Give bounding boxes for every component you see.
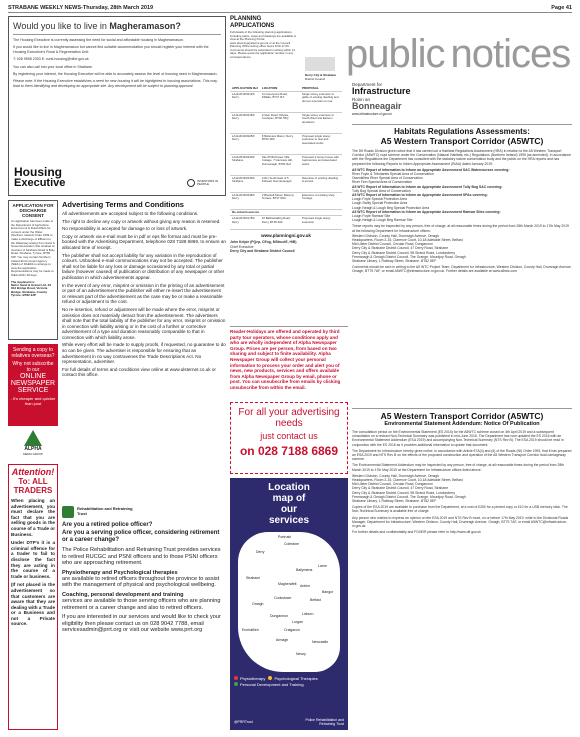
col-app-ref: APPLICATION Ref — [232, 86, 258, 90]
training-legend-icon — [234, 682, 238, 686]
housing-p1: The Housing Executive is currently assessing the need for social and affordable housing in Magheramason. — [13, 38, 184, 42]
page-number: Page 41 — [551, 5, 572, 11]
ni-map — [238, 532, 340, 672]
map-town: Antrim — [300, 584, 311, 588]
map-legend: Physiotherapy Psychological Therapies Personal Development and Training — [234, 676, 344, 688]
advertising-phone[interactable]: on 028 7188 6869 — [239, 444, 339, 458]
col-location: LOCATION — [261, 86, 278, 90]
readv-label-row: Re-Advertisements — [230, 210, 342, 216]
table-row: LA11/2019/0178/F Derry 22 Ballnashallog Road, Derry, BT48 4HF Proposed single storey extension — [230, 216, 342, 230]
table-row: LA11/2019/0218/F Derry 9 Glen Road, Killylea, Coshquin, BT48 7RQ Single storey extension to South-West and Eastern elevations — [230, 113, 342, 134]
map-town: Dungannon — [270, 614, 289, 618]
physio-legend-icon — [234, 676, 238, 680]
map-footer: @PRRTrust Police Rehabilitation and Retraining Trust — [234, 718, 344, 726]
map-town: Portrush — [278, 535, 292, 539]
habitats-offices: Western Division, County Hall, Drumragh Avenue, Omagh Headquarters, Room 2-15, Clarence Court, 10-18 Adelaide Street, Belfast Mid Ulster District Council, Circular Road, Dungannon Derry City & Strabane District Council, 47 Derry Road, Strabane Derry City & Strabane District Council, 98 Strand Road, Londonderry Fermanagh & Omagh District Council, The Grange, Mountjoy Road, Omagh Strabane Library, 1 Railway Street, Strabane, BT82 8EF — [352, 233, 466, 264]
map-town: Derry — [256, 550, 265, 554]
map-town: Craigavon — [284, 628, 300, 632]
eia-title: A5 Western Transport Corridor (A5WTC) Environmental Statement Addendum: Notice Of Publication — [380, 411, 544, 427]
housing-p4: By registering your interest, the Housing Executive will be able to accurately assess the level of housing need in Magheramason. — [13, 72, 218, 77]
council-crest-icon — [305, 57, 335, 71]
habitats-items: A5 WTC Report of Information to Inform an Appropriate Assessment SAC Watercourses covering: River Foyle & Tributaries Special Area of Conservation Owenkillew River Special Area of Conservation River Finn Special Area of Conservation A5 WTC Report of Information to Inform an Appropriate Assessment Tully Bog SAC covering: Tully Bog Special Area of Conservation A5 WTC Report of Information to Inform an Appropriate Assessment SPAs covering: Lough Foyle Special Protection Area Lough Swilly Special Protection Area Lough Neagh & Lough Beg Special Protection Area A5 WTC Report of Information to Inform an Appropriate Assessment Ramsar Sites covering: Lough Foyle Ramsar Site Lough Neagh & Lough Beg Ramsar Site — [352, 167, 510, 223]
online-newspaper-ad[interactable]: Sending a copy to relatives overseas? Why not subscribe to our ONLINE NEWSPAPER SERVICE - It's cheaper and quicker than post — [8, 344, 58, 426]
map-town: Strabane — [246, 576, 261, 580]
alpha-emblem-icon — [24, 430, 42, 446]
housing-p2: If you would like to live in Magheramason but cannot find suitable accommodation you should register your interest with the Housing Executive's Rural & Regeneration Unit. — [13, 45, 209, 54]
advertising-terms: Advertising Terms and Conditions All advertisements are accepted subject to the following conditions. The right to decline any copy or artwork without giving any reason is reserved. No responsibility is accepted for damage to or loss of artwork. Copy or artwork via e-mail must be in pdf or eps file format and must be pre-booked with the Advertising Department, telephone 028 7188 6869, to ensure an allocated time of receipt. The publisher shall not accept liability for any variation in the reproduction of colours. Unbooked e-mail communications may not be accepted. The publisher shall not be liable for any loss or damage occasioned by any total or partial failure (however caused) of publication or distribution of any newspaper or other publication in which advertisements appear. In the event of any error, misprint or omission in the printing of an advertisement or part of an advertisement the publisher will either re-insert the advertisement or relevant part of the advertisement as the case may be or make a reasonable refund or adjustment to the cost. No re-insertion, refund or adjustment will be made where the error, misprint or omission does not materially detract from the advertisement. The advertisers shall note that the total liability of the publisher for any error, misprint or omission in connection with liability arising or in the cost of a further or corrective advertisement of a type and duration reasonably comparable to that in connection with which liability arose. While every effort will be made to supply proofs, if requested, no guarantee to do so can be given. The advertiser is responsible for ensuring that an advertisement in no way contravenes the Trade Descriptions Act. No representation, advertiser. For full details of terms and conditions view online at www.ulsternet.co.uk or contact this office. — [62, 200, 226, 378]
planning-title: PLANNING APPLICATIONS — [230, 16, 275, 29]
dfi-web-link[interactable]: www.infrastructure-ni.gov.uk — [352, 112, 392, 116]
dfi-logo: Department for Infrastructure Roinn an Bonneagair www.infrastructure-ni.gov.uk — [352, 82, 552, 120]
table-row: LA11/2019/0213/F Derry 11 Greenpoint Road, Kilfalke, BT47 3LT Single storey extension to gable of existing dwelling and dormer extension to rear — [230, 92, 342, 113]
eia-notice: A5 Western Transport Corridor (A5WTC) Environmental Statement Addendum: Notice Of Publication The consultation period on the Environmental Statement (ES 2016) for the A5WTC scheme closed on 4th April 2019 and a subsequent consultation on a revised Non-Technical Summary was published in mid-June 2016. The Department has now updated the ES 2016 with an Environmental Statement Addendum (ESA 2019) and accompanying Non-Technical Summary (NTS Rev B). The ESA 2019 should be read in conjunction with the ES 2016 as it provides additional information to update that document. The Department for Infrastructure hereby gives notice, in accordance with Article 67A(4) and (6) of the Roads (NI) Order 1993, that it has prepared an ESA 2019 and NTS Rev B on the effects of the proposed construction and operation of the A5 Western Transport Corridor dual carriageway scheme. The Environmental Statement Addendum may be inspected by any person, free of charge, at all reasonable times during the period from 28th March 2019 to 17th May 2019 at the Department for Infrastructure offices listed above. Western Division, County Hall, Drumragh Avenue, Omagh Headquarters, Room 2-15, Clarence Court, 10-18 Adelaide Street, Belfast Mid Ulster District Council, Circular Road, Dungannon Derry City & Strabane District Council, 47 Derry Road, Strabane Derry City & Strabane District Council, 98 Strand Road, Londonderry Fermanagh & Omagh District Council, The Grange, Mountjoy Road, Omagh Strabane Library, 1 Railway Street, Strabane, BT82 8EF Copies of the ESA 2019 are available to purchase from the Department, at a cost of £250 for a printed copy or £10 for a USB memory stick. The Non-Technical Summary is available free of charge. Any person who wishes to express an opinion on the ESA 2019 and NTS Rev B must, on or before 17th May 2019, write to the Divisional Roads Manager, Department for Infrastructure, Western Division, County Hall, Drumragh Avenue, Omagh, BT79 7AF, or email A5WTC@infrastructure-ni.gov.uk. For further details and confidentiality and FOI/EIR please refer to http://www.dfi.gov.uk — [352, 408, 572, 730]
planning-applications — [230, 16, 342, 324]
investors-in-people-logo: INVESTORS IN PEOPLE — [187, 179, 219, 187]
psych-legend-icon — [268, 676, 272, 680]
prrt-logo: Rehabilitation and Retraining Trust — [62, 506, 226, 518]
public-notices-title: public notices — [346, 32, 571, 76]
council-logo: Derry City & Strabane District Council — [305, 31, 341, 81]
housing-ad — [8, 16, 226, 196]
habitats-notice: Habitats Regulations Assessments: A5 Western Transport Corridor (A5WTC) The DfI Roads Division gives notice that it has carried out a Habitats Regulations Assessment (HRA) in relation to the A5 Western Transport Corridor (A5WTC) road scheme under the Conservation (Natural Habitats, etc.) Regulations (Northern Ireland) 1995 (as amended). In accordance with the Regulations the Department has consulted with the statutory nature conservation body and the public on the HRA reports and has prepared the following Reports to Inform Appropriate Assessment (RIAA) dated January 2019: A5 WTC Report of Information to Inform an Appropriate Assessment SAC Watercourses covering: River Foyle & Tributaries Special Area of Conservation Owenkillew River Special Area of Conservation River Finn Special Area of Conservation A5 WTC Report of Information to Inform an Appropriate Assessment Tully Bog SAC covering: Tully Bog Special Area of Conservation A5 WTC Report of Information to Inform an Appropriate Assessment SPAs covering: Lough Foyle Special Protection Area Lough Swilly Special Protection Area Lough Neagh & Lough Beg Special Protection Area A5 WTC Report of Information to Inform an Appropriate Assessment Ramsar Sites covering: Lough Foyle Ramsar Site Lough Neagh & Lough Beg Ramsar Site These reports may be inspected by any person, free of charge, at all reasonable times during the period from 28th March 2019 to 17th May 2019 at the following Department for Infrastructure offices: Western Division, County Hall, Drumragh Avenue, Omagh Headquarters, Room 2-15, Clarence Court, 10-18 Adelaide Street, Belfast Mid Ulster District Council, Circular Road, Dungannon Derry City & Strabane District Council, 47 Derry Road, Strabane Derry City & Strabane District Council, 98 Strand Road, Londonderry Fermanagh & Omagh District Council, The Grange, Mountjoy Road, Omagh Strabane Library, 1 Railway Street, Strabane, BT82 8EF Comments should be sent in writing to the A5 WTC Project Team, Department for Infrastructure, Western Division, County Hall, Drumragh Avenue, Omagh, BT79 7AF, or email A5WTC@infrastructure-ni.gov.uk. Further details are available at www.a5wtc.com — [352, 124, 572, 406]
housing-executive-logo: Housing Executive — [14, 165, 66, 189]
map-town: Larne — [318, 564, 327, 568]
planning-signoff: John Kelpie (PQep, CEng, MStructE, HiB) Chief Executive Derry City and Strabane District Council — [230, 240, 297, 253]
map-town: Lisburn — [302, 612, 314, 616]
prrt-ad: Rehabilitation and Retraining Trust Are you a retired police officer? Are you a serving police officer, considering retirement or a career change? The Police Rehabilitation and Retraining Trust provides services to retired RUCGC and PSNI officers and to those PSNI officers who are approaching retirement. Physiotherapy and Psychological therapies are available to retired officers throughout the province to assist with the management of physical and psychological wellbeing. Coaching, personal development and training services are available to those serving officers who are planning retirement or a career change and also to retired officers. If you are interested in our services and would like to check your eligibility then please contact us on 028 9042 7788, email servicesadmin@prrt.org or visit our website www.prrt.org — [62, 506, 226, 730]
map-town: Omagh — [252, 602, 264, 606]
map-town: Bangor — [322, 590, 334, 594]
planning-web-link[interactable]: www.planningni.gov.uk — [261, 233, 311, 239]
planning-intro: Full details of the following planning applications including plans, maps and drawings are available to view at the Planning Portal: www.planningsystemni.gov.uk or at the Council Planning Office during office hours 9.00-17.00. Comments should be submitted in writing within 14 days. Please quote the application number in any correspondence. — [230, 30, 297, 59]
map-town: Ballymena — [296, 568, 313, 572]
table-row: LA11/2019/0235/F Strabane 110m South East of 5 Kirkwell, Dunnamanagh Retention of existing dwelling & access — [230, 176, 342, 193]
twitter-handle[interactable]: @PRRTrust — [234, 720, 253, 724]
map-town: Belfast — [310, 598, 321, 602]
masthead — [8, 4, 572, 13]
alpha-logo: ALPHA MEDIA GROUP — [8, 430, 58, 460]
map-town: Enniskillen — [242, 628, 259, 632]
housing-contact[interactable]: T: 028 9598 2303 E: rural.housing@nihe.gov.uk — [13, 57, 89, 62]
map-town: Newry — [296, 652, 306, 656]
ip-icon — [187, 179, 195, 187]
housing-heading: Would you like to live in Magheramason? — [13, 21, 181, 31]
attention-traders: Attention! To: ALL TRADERS When placing an advertisement, you must declare the fact that you are selling goods in the course of a Trade or Business. Under DTP's it is a criminal offence for a trader to fail to disclose the fact they are acting in the course of a trade or business. (If not placed in the advertisement so that customers are aware that they are dealing with a Trade or a Business and not a Private source. — [8, 464, 58, 730]
col-proposal: PROPOSAL — [301, 86, 319, 90]
prrt-emblem-icon — [62, 506, 74, 518]
table-row: LA11/2019/0230/F Strabane Site 65 Birchview Villa Cottage, 7 Glenview Hill, Dunmanagh, BT82 9LZ Proposed 2 storey house with road access and associated works — [230, 155, 342, 176]
map-town: Magherafelt — [278, 582, 297, 586]
location-map — [230, 478, 348, 730]
reader-holidays-notice: Reader-Holidays are offered and operated by third party tour operators, whose conditions apply and who are wholly independent of Alpha Newspaper Group. Prices are per person, from based on two sharing and subject to finite availability. Alpha Newspaper Group will collect your personal information to process your order and alert you of news, new products, services and offers available from Alpha Newspaper Group by email, phone or post. You can unsubscribe from emails by clicking unsubscribe from within the email. — [230, 326, 348, 398]
advertising-contact-ad: For all your advertising needs just contact us on 028 7188 6869 — [230, 402, 348, 474]
housing-p3: You can also call into your local office in Strabane. — [13, 64, 93, 69]
table-row: LA11/2019/0228/F Derry 8 Belleview Manor, Derry, BT93 4RX Proposed single storey extension to rear and associated works — [230, 134, 342, 155]
map-title: Location map of our services — [268, 482, 310, 526]
map-town: Coleraine — [284, 542, 299, 546]
map-town: Lurgan — [292, 620, 303, 624]
masthead-date: STRABANE WEEKLY NEWS-Thursday, 28th March 2019 — [8, 5, 154, 11]
housing-p5: Please note: If the Housing Executive establishes a need for new housing it will be highlighted to housing associations. This may lead to them identifying and developing an appropriate site. Any development will be subject to planning approval. — [13, 79, 218, 88]
planning-table — [230, 85, 342, 230]
eia-offices: Western Division, County Hall, Drumragh Avenue, Omagh Headquarters, Room 2-15, Clarence Court, 10-18 Adelaide Street, Belfast Mid Ulster District Council, Circular Road, Dungannon Derry City & Strabane District Council, 47 Derry Road, Strabane Derry City & Strabane District Council, 98 Strand Road, Londonderry Fermanagh & Omagh District Council, The Grange, Mountjoy Road, Omagh Strabane Library, 1 Railway Street, Strabane, BT82 8EF — [352, 473, 466, 504]
map-town: Newcastle — [312, 640, 329, 644]
map-town: Armagh — [276, 638, 289, 642]
table-row: LA11/2019/0238/F Derry 2 Bluebell Street, Belcony Terrace, BT47 6AN Extension of existing shop frontage — [230, 193, 342, 210]
prrt-contact[interactable]: If you are interested in our services and would like to check your eligibility then please contact us on 028 9042 7788, email servicesadmin@prrt.org or visit our website www.prrt.org — [62, 614, 221, 634]
discharge-consent: APPLICATION FOR DISCHARGE CONSENT An application has been made to the Department of Agriculture, Environment & Rural Affairs for consent under the Water (Northern Ireland) Order 1999 to make a discharge of Effluent to the Waterway arising from Sand & Gravel Excavation Site situated at Junction of Strabane Road & Bray Road, Strabane, Tyrone, BT82 9JP. You may contact Northern Ireland Environment Agency (NIEA) of DAERA to arrange to view the application. Representations may be made to NIEA within 28 days. The Applicant is: Metro Sand & Gravel Ltd, 23 Old Bridge Road, Victoria Bridge, Strabane, County Tyrone, BT82 9JP — [8, 200, 58, 340]
map-town: Cookstown — [274, 596, 292, 600]
habitats-title: Habitats Regulations Assessments: A5 Western Transport Corridor (A5WTC) — [380, 127, 544, 146]
